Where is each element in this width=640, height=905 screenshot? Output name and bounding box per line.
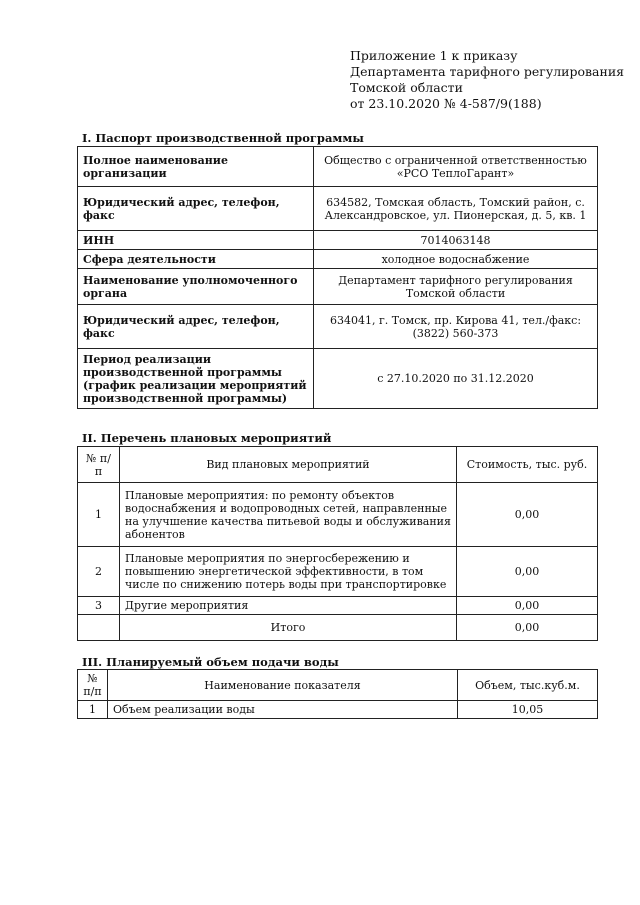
section3-title: III. Планируемый объем подачи воды xyxy=(82,655,339,669)
header-name: Наименование показателя xyxy=(108,670,458,701)
row-name: Плановые мероприятия: по ремонту объектов водоснабжения и водопроводных сетей, направленные на улучшение качества питьевой воды и обслуживания абонентов xyxy=(120,483,457,547)
header-name: Вид плановых мероприятий xyxy=(120,447,457,483)
row-label: Период реализации производственной программы (график реализации мероприятий производственной программы) xyxy=(78,349,314,409)
row-cost: 0,00 xyxy=(457,483,598,547)
table-row xyxy=(78,187,598,231)
row-cost: 0,00 xyxy=(457,597,598,615)
header-line: от 23.10.2020 № 4-587/9(188) xyxy=(350,96,542,111)
row-value: 634582, Томская область, Томский район, с. Александровское, ул. Пионерская, д. 5, кв. 1 xyxy=(314,187,598,231)
appendix-header xyxy=(350,48,624,112)
row-name: Другие мероприятия xyxy=(120,597,457,615)
section1-title: I. Паспорт производственной программы xyxy=(82,131,364,145)
row-label: ИНН xyxy=(78,231,314,250)
activities-table xyxy=(77,446,598,641)
row-value: Общество с ограниченной ответственностью «РСО ТеплоГарант» xyxy=(314,147,598,187)
header-line: Приложение 1 к приказу xyxy=(350,48,518,63)
row-num: 1 xyxy=(78,701,108,719)
row-value: холодное водоснабжение xyxy=(314,250,598,269)
total-empty-cell xyxy=(78,615,120,641)
total-cost: 0,00 xyxy=(457,615,598,641)
table-row xyxy=(78,701,598,719)
header-line: Томской области xyxy=(350,80,463,95)
table-row xyxy=(78,269,598,305)
row-value: 7014063148 xyxy=(314,231,598,250)
row-value: Департамент тарифного регулирования Томской области xyxy=(314,269,598,305)
header-cost: Стоимость, тыс. руб. xyxy=(457,447,598,483)
table-row xyxy=(78,231,598,250)
row-name: Объем реализации воды xyxy=(108,701,458,719)
total-row xyxy=(78,615,598,641)
row-label: Юридический адрес, телефон, факс xyxy=(78,187,314,231)
table-row xyxy=(78,349,598,409)
row-name: Плановые мероприятия по энергосбережению и повышению энергетической эффективности, в том числе по снижению потерь воды при транспортировке xyxy=(120,547,457,597)
header-line: Департамента тарифного регулирования xyxy=(350,64,625,79)
table-header-row xyxy=(78,447,598,483)
row-value: 634041, г. Томск, пр. Кирова 41, тел./факс: (3822) 560-373 xyxy=(314,305,598,349)
header-num: № п/п xyxy=(78,670,108,701)
table-row xyxy=(78,147,598,187)
row-label: Полное наименование организации xyxy=(78,147,314,187)
volume-table xyxy=(77,669,598,719)
table-header-row xyxy=(78,670,598,701)
header-num: № п/п xyxy=(78,447,120,483)
row-label: Юридический адрес, телефон, факс xyxy=(78,305,314,349)
row-label: Сфера деятельности xyxy=(78,250,314,269)
row-label: Наименование уполномоченного органа xyxy=(78,269,314,305)
passport-table xyxy=(77,146,598,409)
table-row xyxy=(78,305,598,349)
row-cost: 0,00 xyxy=(457,547,598,597)
table-row xyxy=(78,250,598,269)
header-volume: Объем, тыс.куб.м. xyxy=(458,670,598,701)
table-row xyxy=(78,597,598,615)
row-num: 2 xyxy=(78,547,120,597)
table-row xyxy=(78,483,598,547)
row-volume: 10,05 xyxy=(458,701,598,719)
row-value: с 27.10.2020 по 31.12.2020 xyxy=(314,349,598,409)
row-num: 3 xyxy=(78,597,120,615)
table-row xyxy=(78,547,598,597)
section2-title: II. Перечень плановых мероприятий xyxy=(82,431,332,445)
total-label: Итого xyxy=(120,615,457,641)
row-num: 1 xyxy=(78,483,120,547)
